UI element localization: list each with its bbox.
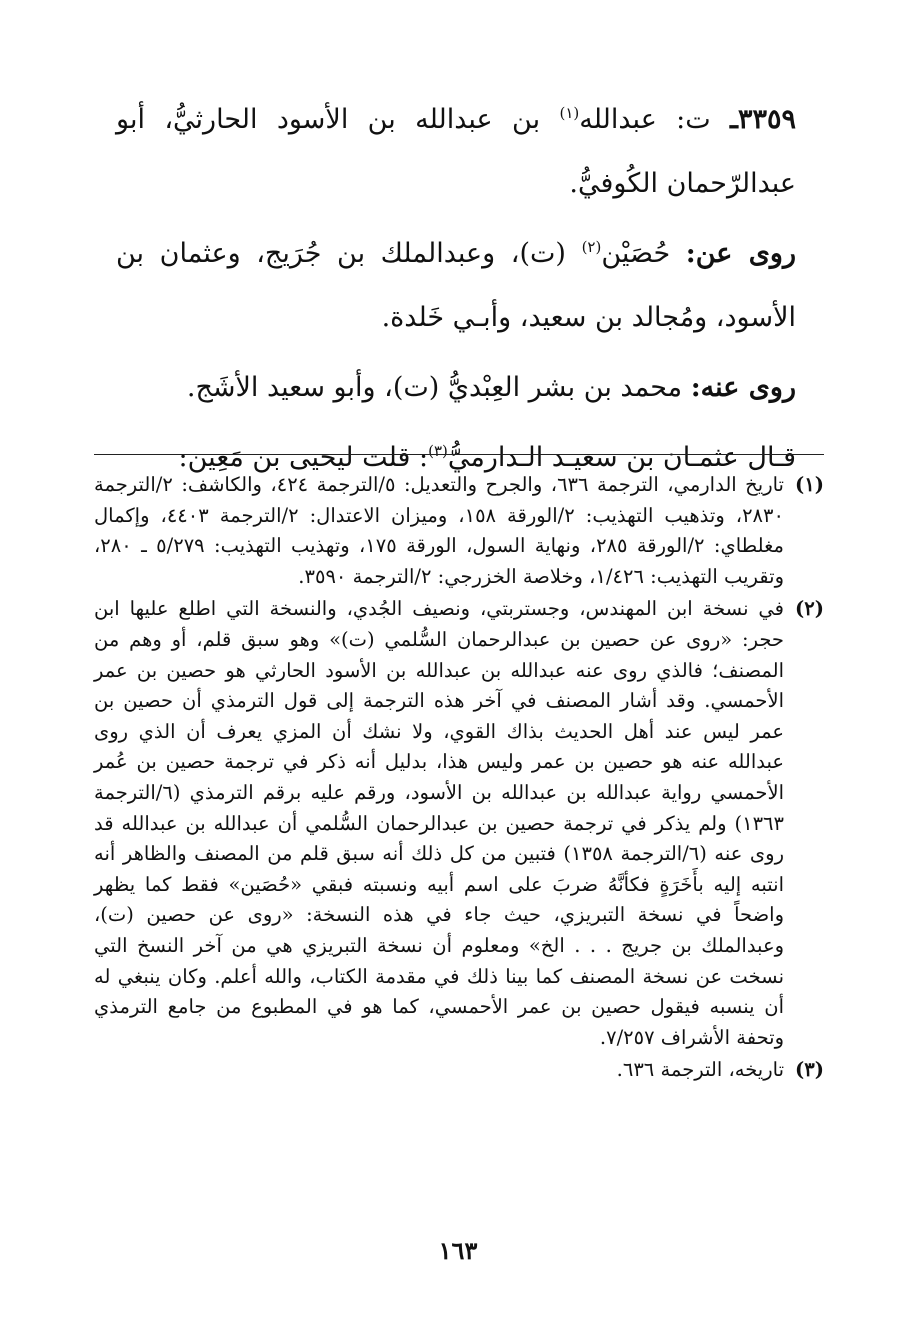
- footnote-1: [94, 470, 824, 592]
- footnote-ref-3[interactable]: (٣): [428, 442, 448, 460]
- rawa-anhu-label: روى عنه:: [690, 372, 796, 403]
- footnote-text: في نسخة ابن المهندس، وجستربتي، ونصيف الجُدي، والنسخة التي اطلع عليها ابن حجر: «روى عن حصين بن عبدالرحمان السُّلمي (ت)» وهو سبق قلم، أو وهم من المصنف؛ فالذي روى عنه عبدالله بن عبدالله بن الأسود الحارثي هو حصين بن عمر الأحمسي. وقد أشار المصنف في آخر هذه الترجمة إلى قول الترمذي أن حصين بن عمر ليس عند أهل الحديث بذاك القوي، ولا نشك أن المزي يعرف أن الذي روى عبدالله عنه هو حصين بن عمر وليس هذا، بدليل أنه ذكر في ترجمة حصين بن عُمر الأحمسي رواية عبدالله بن عبدالله بن الأسود، ورقم عليه برقم الترمذي (٦/الترجمة ١٣٦٣) ولم يذكر في ترجمة حصين بن عبدالرحمان السُّلمي أن عبدالله بن عبدالله قد روى عنه (٦/الترجمة ١٣٥٨) فتبين من كل ذلك أنه سبق قلم من المصنف والظاهر أنه انتبه إليه بأَخَرَةٍ فكأنَّهُ ضربَ على اسم أبيه ونسبته فبقي «حُصَين» فقط كما يظهر واضحاً في نسخة التبريزي، حيث جاء في هذه النسخة: «روى عن حصين (ت)، وعبدالملك بن جريج . . . الخ» ومعلوم أن نسخة التبريزي هي من آخر النسخ التي نسخت عن نسخة المصنف كما بينا ذلك في مقدمة الكتاب، والله أعلم. وكان ينبغي له أن ينسبه فيقول حصين بن عمر الأحمسي، كما هو في المطبوع من جامع الترمذي وتحفة الأشراف ٧/٢٥٧.: [94, 597, 784, 1049]
- footnote-number: (٣): [795, 1058, 824, 1082]
- rawa-anhu-paragraph: [116, 356, 796, 420]
- footnote-number: (٢): [795, 597, 824, 621]
- footnote-ref-2[interactable]: (٢): [581, 238, 602, 256]
- entry-number: ٣٣٥٩: [737, 104, 796, 135]
- footnote-number: (١): [795, 473, 824, 496]
- page-number: ١٦٣: [438, 1236, 478, 1265]
- entry-heading: [116, 88, 796, 216]
- entry-rumuz: ت:: [676, 104, 711, 135]
- entry-dash: ـ: [730, 104, 738, 135]
- rawa-an-text-part1: حُصَيْن: [601, 238, 671, 269]
- qala-text-part2: : قلت ليحيى بن مَعِين:: [178, 442, 429, 473]
- rawa-an-label: روى عن:: [685, 238, 796, 269]
- footnotes: [94, 470, 824, 1088]
- biography-entry: [116, 88, 796, 496]
- rawa-an-text-part2: (ت)، وعبدالملك بن جُرَيج، وعثمان بن الأسود، ومُجالد بن سعيد، وأبـي خَلدة.: [116, 238, 796, 333]
- qala-text-part1: قـال عثمـان بن سعيـد الـدارميُّ: [447, 442, 796, 473]
- rawa-an-paragraph: [116, 222, 796, 350]
- footnote-2: [94, 594, 824, 1053]
- entry-name-part1: عبدالله: [579, 104, 657, 135]
- footnote-text: تاريخه، الترجمة ٦٣٦.: [616, 1058, 784, 1082]
- entry-name-part2: بن عبدالله بن الأسود الحارثيُّ،: [164, 104, 541, 135]
- footnote-3: [94, 1055, 824, 1086]
- entry-kunya: أبو عبدالرّحمان الكُوفيُّ.: [116, 104, 796, 199]
- footnote-divider: [94, 454, 824, 455]
- footnote-text: تاريخ الدارمي، الترجمة ٦٣٦، والجرح والتعديل: ٥/الترجمة ٤٢٤، والكاشف: ٢/الترجمة ٢٨٣٠، وتذهيب التهذيب: ٢/الورقة ١٥٨، وميزان الاعتدال: ٢/الترجمة ٤٤٠٣، وإكمال مغلطاي: ٢/الورقة ٢٨٥، ونهاية السول، الورقة ١٧٥، وتهذيب التهذيب: ٥/٢٧٩ ـ ٢٨٠، وتقريب التهذيب: ١/٤٢٦، وخلاصة الخزرجي: ٢/الترجمة ٣٥٩٠.: [94, 473, 784, 588]
- rawa-anhu-text: محمد بن بشر العِبْديُّ (ت)، وأبو سعيد الأشَج.: [186, 372, 683, 403]
- footnote-ref-1[interactable]: (١): [559, 104, 580, 122]
